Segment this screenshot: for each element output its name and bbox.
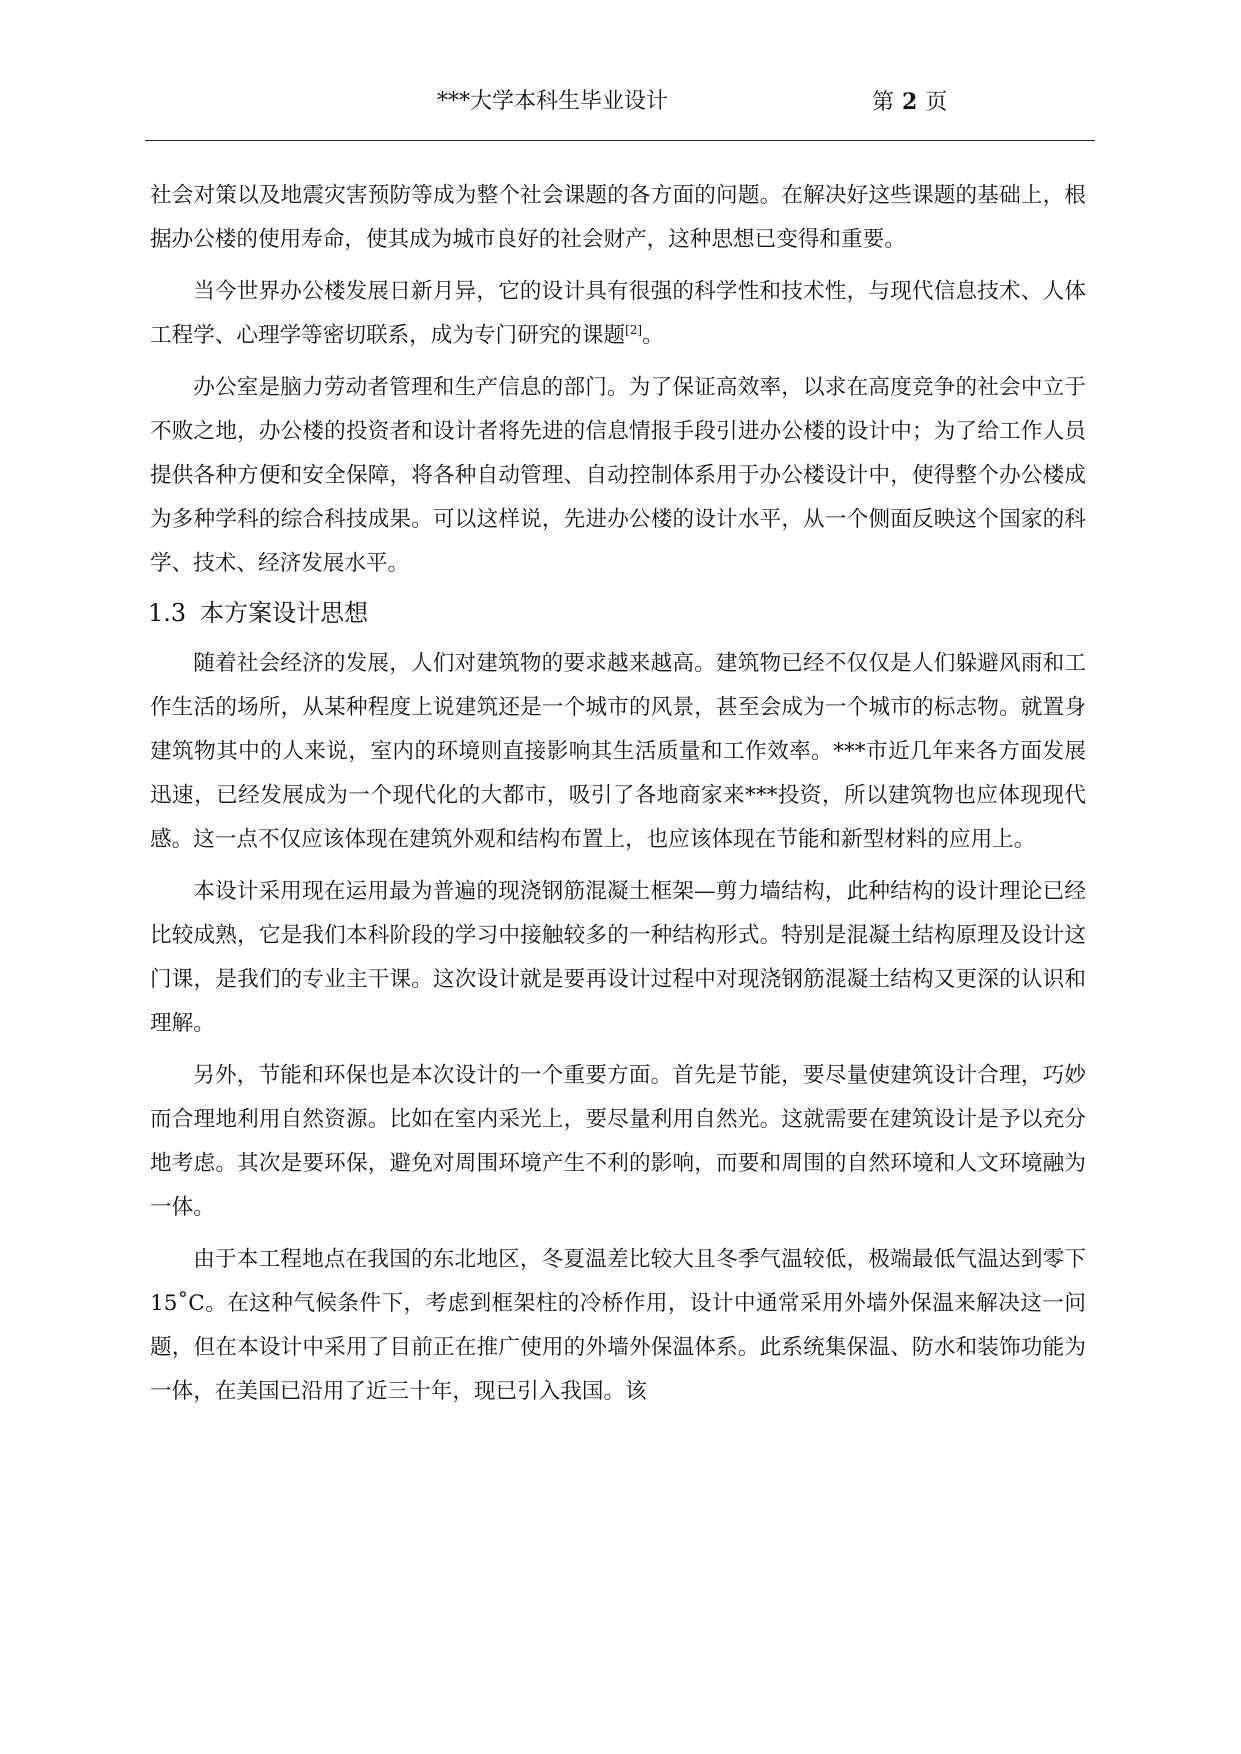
paragraph-office: 办公室是脑力劳动者管理和生产信息的部门。为了保证高效率，以求在高度竞争的社会中立于不败之地，办公楼的投资者和设计者将先进的信息情报手段引进办公楼的设计中；为了给工作人员提供各种方便和安全保障，将各种自动管理、自动控制体系用于办公楼设计中，使得整个办公楼成为多种学科的综合科技成果。可以这样说，先进办公楼的设计水平，从一个侧面反映这个国家的科学、技术、经济发展水平。 <box>150 375 1086 576</box>
page-number: 2 <box>902 89 918 115</box>
citation-ref: [2] <box>625 323 643 337</box>
page-number-label <box>872 86 947 119</box>
page-header <box>145 86 1095 126</box>
paragraph-development-end: 。 <box>642 323 664 348</box>
paragraph-continuation: 社会对策以及地震灾害预防等成为整个社会课题的各方面的问题。在解决好这些课题的基础上，根据办公楼的使用寿命，使其成为城市良好的社会财产，这种思想已变得和重要。 <box>150 183 1086 252</box>
document-body <box>150 174 1086 1422</box>
header-divider <box>145 140 1095 141</box>
section-heading <box>148 594 1086 632</box>
page-suffix: 页 <box>925 90 948 115</box>
paragraph-development <box>150 270 1086 358</box>
section-number: 1.3 <box>148 599 187 627</box>
section-paragraph: 另外，节能和环保也是本次设计的一个重要方面。首先是节能，要尽量使建筑设计合理，巧妙而合理地利用自然资源。比如在室内采光上，要尽量利用自然光。这就需要在建筑设计是予以充分地考虑。其次是要环保，避免对周围环境产生不利的影响，而要和周围的自然环境和人文环境融为一体。 <box>150 1063 1086 1220</box>
paragraph-development-text: 当今世界办公楼发展日新月异，它的设计具有很强的科学性和技术性，与现代信息技术、人体工程学、心理学等密切联系，成为专门研究的课题 <box>150 279 1086 348</box>
section-paragraph: 随着社会经济的发展，人们对建筑物的要求越来越高。建筑物已经不仅仅是人们躲避风雨和工作生活的场所，从某种程度上说建筑还是一个城市的风景，甚至会成为一个城市的标志物。就置身建筑物其中的人来说，室内的环境则直接影响其生活质量和工作效率。***市近几年来各方面发展迅速，已经发展成为一个现代化的大都市，吸引了各地商家来***投资，所以建筑物也应体现现代感。这一点不仅应该体现在建筑外观和结构布置上，也应该体现在节能和新型材料的应用上。 <box>150 651 1086 852</box>
header-title: ***大学本科生毕业设计 <box>437 89 669 114</box>
page-prefix: 第 <box>872 90 895 115</box>
section-paragraph: 由于本工程地点在我国的东北地区，冬夏温差比较大且冬季气温较低，极端最低气温达到零下 15˚C。在这种气候条件下，考虑到框架柱的冷桥作用，设计中通常采用外墙外保温来解决这一问题，但在本设计中采用了目前正在推广使用的外墙外保温体系。此系统集保温、防水和装饰功能为一体，在美国已沿用了近三十年，现已引入我国。该 <box>150 1247 1086 1404</box>
section-title: 本方案设计思想 <box>200 599 369 627</box>
section-paragraph: 本设计采用现在运用最为普遍的现浇钢筋混凝土框架—剪力墙结构，此种结构的设计理论已经比较成熟，它是我们本科阶段的学习中接触较多的一种结构形式。特别是混凝土结构原理及设计这门课，是我们的专业主干课。这次设计就是要再设计过程中对现浇钢筋混凝土结构又更深的认识和理解。 <box>150 879 1086 1036</box>
